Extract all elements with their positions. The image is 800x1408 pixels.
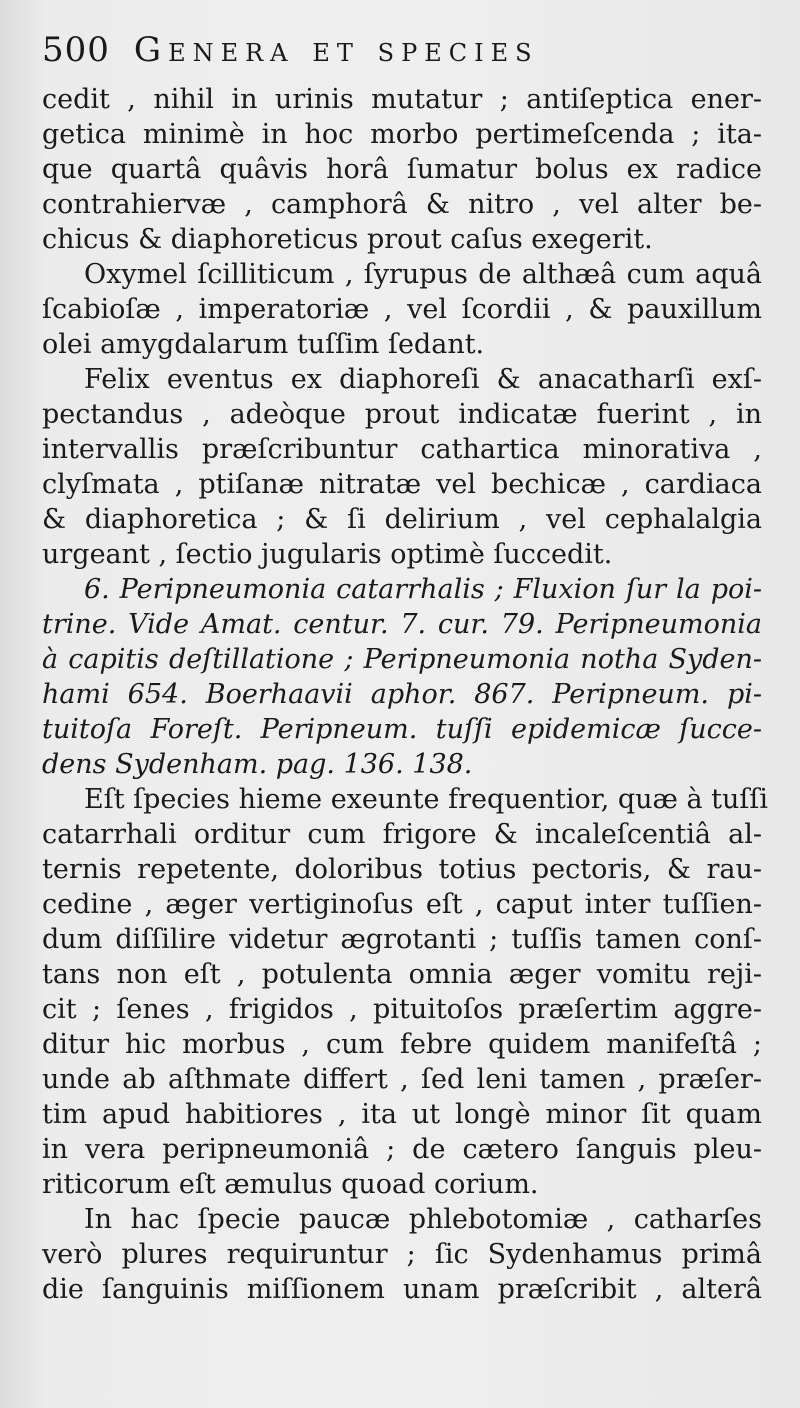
- text-line: dens Sydenham. pag. 136. 138.: [42, 749, 473, 780]
- text-line: urgeant , ſectio jugularis optimè ſuccedit.: [42, 539, 613, 570]
- text-line: verò plures requiruntur ; ſic Sydenhamus primâ: [42, 1239, 762, 1270]
- text-line: Eſt ſpecies hieme exeunte frequentior, quæ à tuſſi: [84, 784, 769, 815]
- page-number: 500: [42, 30, 110, 70]
- text-line: & diaphoretica ; & ſi delirium , vel cephalalgia: [42, 504, 762, 535]
- body-text: [42, 82, 769, 1307]
- text-line: pectandus , adeòque prout indicatæ fuerint , in: [42, 399, 762, 430]
- page-header: [42, 30, 762, 82]
- text-line: Oxymel ſcilliticum , ſyrupus de althæâ cum aquâ: [84, 259, 762, 290]
- text-line: cit ; ſenes , frigidos , pituitoſos præſertim aggre-: [42, 994, 762, 1025]
- text-line: à capitis deſtillatione ; Peripneumonia notha Syden-: [42, 644, 762, 675]
- text-line: ſcabioſæ , imperatoriæ , vel ſcordii , & pauxillum: [42, 294, 762, 325]
- text-line: 6. Peripneumonia catarrhalis ; Fluxion ſur la poi-: [84, 574, 762, 605]
- text-line: Felix eventus ex diaphoreſi & anacatharſi exſ-: [84, 364, 762, 395]
- text-line: que quartâ quâvis horâ ſumatur bolus ex radice: [42, 154, 762, 185]
- text-line: chicus & diaphoreticus prout caſus exegerit.: [42, 224, 653, 255]
- text-line: tans non eſt , potulenta omnia æger vomitu reji-: [42, 959, 762, 990]
- text-line: tuitoſa Foreſt. Peripneum. tuſſi epidemicæ ſucce-: [42, 714, 762, 745]
- text-line: trine. Vide Amat. centur. 7. cur. 79. Peripneumonia: [42, 609, 762, 640]
- text-line: cedine , æger vertiginoſus eſt , caput inter tuſſien-: [42, 889, 762, 920]
- text-line: riticorum eſt æmulus quoad corium.: [42, 1169, 539, 1200]
- text-line: cedit , nihil in urinis mutatur ; antiſeptica ener-: [42, 84, 762, 115]
- text-line: die ſanguinis miſſionem unam præſcribit , alterâ: [42, 1274, 762, 1305]
- text-line: ditur hic morbus , cum febre quidem manifeſtâ ;: [42, 1029, 762, 1060]
- text-line: unde ab aſthmate differt , ſed leni tamen , præſer-: [42, 1064, 762, 1095]
- text-line: catarrhali orditur cum frigore & incaleſcentiâ al-: [42, 819, 762, 850]
- text-line: hami 654. Boerhaavii aphor. 867. Peripneum. pi-: [42, 679, 762, 710]
- text-line: In hac ſpecie paucæ phlebotomiæ , catharſes: [84, 1204, 762, 1235]
- text-line: tim apud habitiores , ita ut longè minor ſit quam: [42, 1099, 762, 1130]
- text-line: getica minimè in hoc morbo pertimeſcenda ; ita-: [42, 119, 762, 150]
- text-line: intervallis præſcribuntur cathartica minorativa ,: [42, 434, 762, 465]
- text-line: olei amygdalarum tuſſim ſedant.: [42, 329, 485, 360]
- text-line: dum diſſilire videtur ægrotanti ; tuſſis tamen conſ-: [42, 924, 762, 955]
- text-line: in vera peripneumoniâ ; de cætero ſanguis pleu-: [42, 1134, 762, 1165]
- text-line: ternis repetente, doloribus totius pectoris, & rau-: [42, 854, 762, 885]
- running-title: Genera et species: [133, 30, 539, 70]
- text-line: contrahiervæ , camphorâ & nitro , vel alter be-: [42, 189, 762, 220]
- text-line: clyſmata , ptiſanæ nitratæ vel bechicæ , cardiaca: [42, 469, 762, 500]
